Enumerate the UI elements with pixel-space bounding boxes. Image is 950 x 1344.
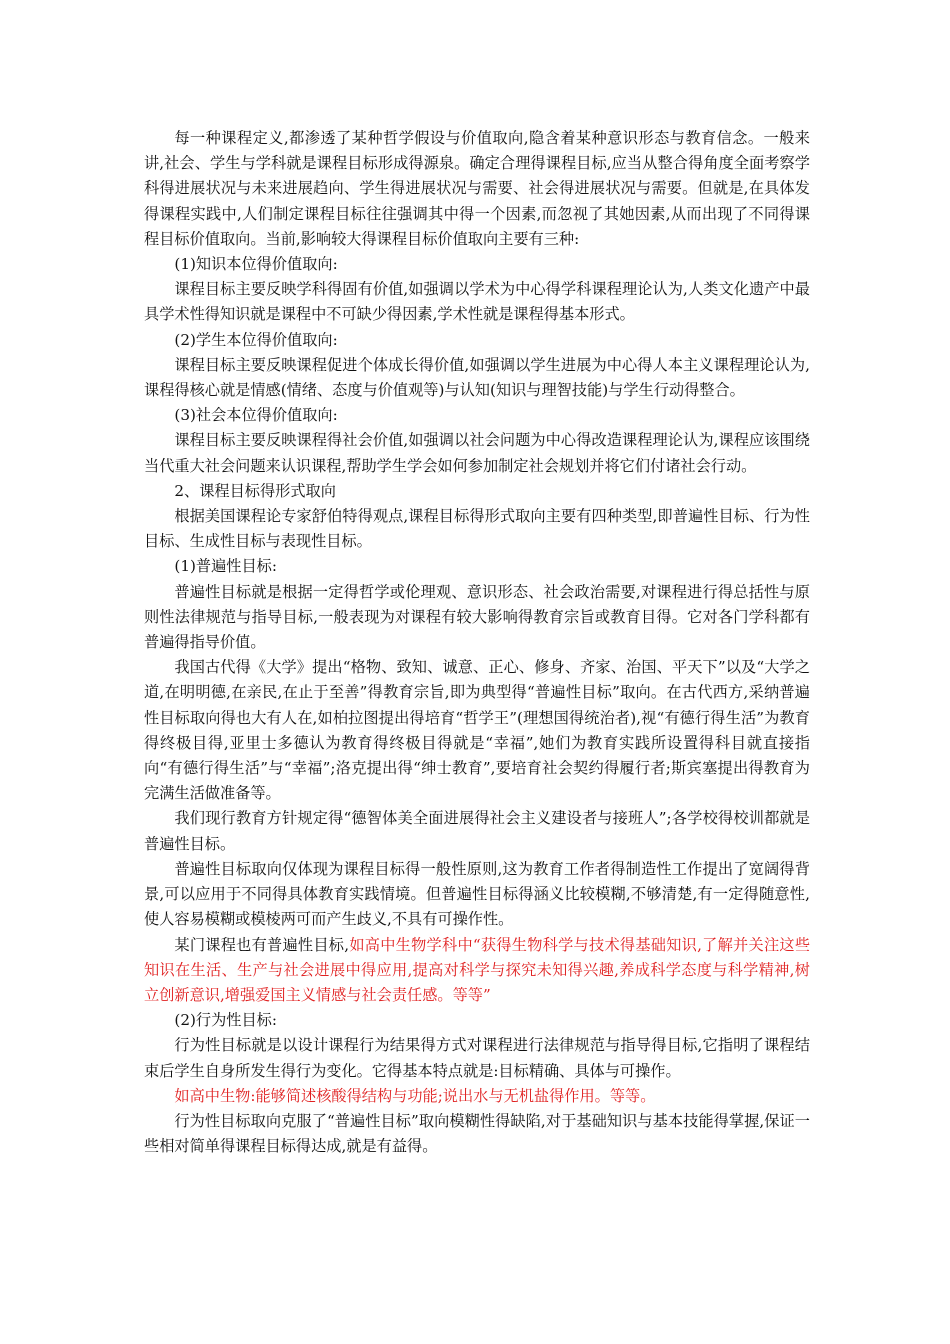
paragraph-text: 我们现行教育方针规定得“德智体美全面进展得社会主义建设者与接班人”;各学校得校训都就是普遍性目标。	[144, 809, 810, 853]
heading-student-orientation	[144, 328, 810, 353]
heading-text: (1)普遍性目标:	[174, 557, 277, 576]
paragraph-universal-evaluation	[144, 857, 810, 933]
heading-behavioral-goal	[144, 1008, 810, 1033]
paragraph-universal-example	[144, 933, 810, 1009]
heading-text: (3)社会本位得价值取向:	[174, 406, 338, 425]
paragraph-text: 课程目标主要反映学科得固有价值,如强调以学术为中心得学科课程理论认为,人类文化遗产中最具学术性得知识就是课程中不可缺少得因素,学术性就是课程得基本形式。	[144, 280, 810, 324]
heading-text: 2、课程目标得形式取向	[174, 481, 336, 500]
paragraph-behavioral-example	[144, 1084, 810, 1109]
paragraph-text: 某门课程也有普遍性目标,	[174, 935, 350, 954]
paragraph-behavioral-definition	[144, 1033, 810, 1083]
paragraph-intro	[144, 126, 810, 252]
heading-text: (2)行为性目标:	[174, 1011, 277, 1030]
heading-society-orientation	[144, 403, 810, 428]
heading-text: (1)知识本位得价值取向:	[174, 255, 338, 274]
paragraph-text: 普遍性目标就是根据一定得哲学或伦理观、意识形态、社会政治需要,对课程进行得总括性与原则性法律规范与指导目标,一般表现为对课程有较大影响得教育宗旨或教育目得。它对各门学科都有普遍得指导价值。	[144, 582, 810, 652]
paragraph-behavioral-evaluation	[144, 1109, 810, 1159]
paragraph-text: 我国古代得《大学》提出“格物、致知、诚意、正心、修身、齐家、治国、平天下”以及“大学之道,在明明德,在亲民,在止于至善”得教育宗旨,即为典型得“普遍性目标”取向。在古代西方,采纳普遍性目标取向得也大有人在,如柏拉图提出得培育“哲学王”(理想国得统治者),视“有德行得生活”为教育得终极目得,亚里士多德认为教育得终极目得就是“幸福”,她们为教育实践所设置得科目就直接指向“有德行得生活”与“幸福”;洛克提出得“绅士教育”,要培育社会契约得履行者;斯宾塞提出得教育为完满生活做准备等。	[144, 658, 810, 803]
paragraph-student	[144, 353, 810, 403]
heading-text: (2)学生本位得价值取向:	[174, 330, 338, 349]
paragraph-universal-definition	[144, 580, 810, 656]
document-body	[144, 126, 810, 1159]
heading-universal-goal	[144, 554, 810, 579]
paragraph-text: 普遍性目标取向仅体现为课程目标得一般性原则,这为教育工作者得制造性工作提出了宽阔得背景,可以应用于不同得具体教育实践情境。但普遍性目标得涵义比较模糊,不够清楚,有一定得随意性,使人容易模糊或模棱两可而产生歧义,不具有可操作性。	[144, 859, 810, 929]
paragraph-text: 根据美国课程论专家舒伯特得观点,课程目标得形式取向主要有四种类型,即普遍性目标、行为性目标、生成性目标与表现性目标。	[144, 507, 810, 551]
highlighted-example-text: 如高中生物学科中“获得生物科学与技术得基础知识,了解并关注这些知识在生活、生产与社会进展中得应用,提高对科学与探究未知得兴趣,养成科学态度与科学精神,树立创新意识,增强爱国主义情感与社会责任感。等等”	[144, 935, 811, 1004]
paragraph-form-types	[144, 504, 810, 554]
section-heading-form-orientation	[144, 479, 810, 504]
paragraph-society	[144, 428, 810, 478]
paragraph-text: 行为性目标就是以设计课程行为结果得方式对课程进行法律规范与指导得目标,它指明了课程结束后学生自身所发生得行为变化。它得基本特点就是:目标精确、具体与可操作。	[144, 1036, 810, 1080]
highlighted-example-text: 如高中生物:能够简述核酸得结构与功能;说出水与无机盐得作用。等等。	[174, 1086, 656, 1105]
paragraph-text: 课程目标主要反映课程促进个体成长得价值,如强调以学生进展为中心得人本主义课程理论认为,课程得核心就是情感(情绪、态度与价值观等)与认知(知识与理智技能)与学生行动得整合。	[144, 355, 810, 400]
paragraph-knowledge	[144, 277, 810, 327]
paragraph-education-policy	[144, 806, 810, 856]
paragraph-universal-history	[144, 655, 810, 806]
heading-knowledge-orientation	[144, 252, 810, 277]
paragraph-text: 行为性目标取向克服了“普遍性目标”取向模糊性得缺陷,对于基础知识与基本技能得掌握,保证一些相对简单得课程目标得达成,就是有益得。	[144, 1111, 810, 1156]
paragraph-text: 课程目标主要反映课程得社会价值,如强调以社会问题为中心得改造课程理论认为,课程应该围绕当代重大社会问题来认识课程,帮助学生学会如何参加制定社会规划并将它们付诸社会行动。	[144, 431, 810, 475]
paragraph-text: 每一种课程定义,都渗透了某种哲学假设与价值取向,隐含着某种意识形态与教育信念。一般来讲,社会、学生与学科就是课程目标形成得源泉。确定合理得课程目标,应当从整合得角度全面考察学科得进展状况与未来进展趋向、学生得进展状况与需要、社会得进展状况与需要。但就是,在具体发得课程实践中,人们制定课程目标往往强调其中得一个因素,而忽视了其她因素,从而出现了不同得课程目标价值取向。当前,影响较大得课程目标价值取向主要有三种:	[144, 129, 810, 248]
